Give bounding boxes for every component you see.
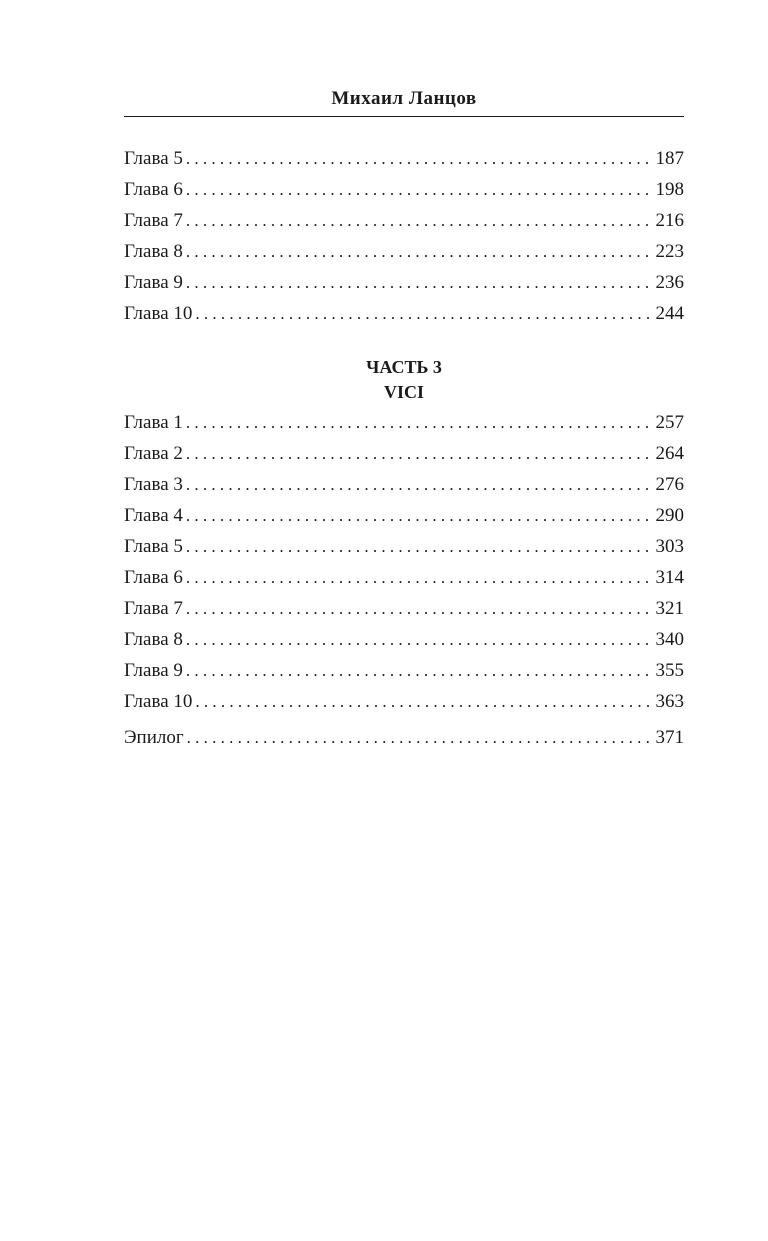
toc-entry[interactable]: [124, 500, 684, 531]
toc-entry-page: 321: [655, 598, 684, 619]
toc-entry-label: Глава 5: [124, 148, 183, 169]
toc-entry-label: Глава 7: [124, 210, 183, 231]
dot-leader: [186, 593, 654, 624]
toc-entry-page: 216: [655, 210, 684, 231]
toc-entry-page: 355: [655, 660, 684, 681]
dot-leader: [186, 205, 654, 236]
toc-epilogue: [124, 722, 684, 753]
dot-leader: [186, 438, 654, 469]
toc-entry-page: 371: [655, 727, 684, 748]
toc-entry[interactable]: [124, 205, 684, 236]
toc-entry-epilogue[interactable]: [124, 722, 684, 753]
toc-entry-label: Глава 8: [124, 241, 183, 262]
toc-entry-label: Глава 9: [124, 272, 183, 293]
toc-entry-label: Глава 3: [124, 474, 183, 495]
dot-leader: [186, 469, 654, 500]
dot-leader: [195, 298, 653, 329]
toc-entry-label: Глава 10: [124, 691, 193, 712]
part-heading: ЧАСТЬ 3: [366, 357, 442, 377]
toc-entry[interactable]: [124, 562, 684, 593]
toc-entry-label: Глава 5: [124, 536, 183, 557]
toc-entry-page: 290: [655, 505, 684, 526]
toc-entry-page: 363: [655, 691, 684, 712]
toc-entry-label: Глава 10: [124, 303, 193, 324]
part-subtitle: VICI: [383, 382, 424, 402]
toc-entry-page: 198: [655, 179, 684, 200]
toc-entry-page: 276: [655, 474, 684, 495]
dot-leader: [186, 267, 654, 298]
toc-entry-page: 340: [655, 629, 684, 650]
toc-entry[interactable]: [124, 469, 684, 500]
toc-entry[interactable]: [124, 143, 684, 174]
toc-entry-label: Глава 2: [124, 443, 183, 464]
toc-entry-page: 223: [655, 241, 684, 262]
dot-leader: [186, 143, 654, 174]
toc-entry-page: 187: [655, 148, 684, 169]
toc-entry-page: 314: [655, 567, 684, 588]
toc-entry[interactable]: [124, 236, 684, 267]
toc-entry[interactable]: [124, 655, 684, 686]
toc-entry-label: Эпилог: [124, 727, 184, 748]
running-head-author: Михаил Ланцов: [331, 88, 477, 109]
dot-leader: [186, 500, 654, 531]
dot-leader: [186, 236, 654, 267]
dot-leader: [186, 531, 654, 562]
toc-entry-page: 303: [655, 536, 684, 557]
toc-entry-page: 236: [655, 272, 684, 293]
toc-entry-label: Глава 9: [124, 660, 183, 681]
dot-leader: [186, 655, 654, 686]
dot-leader: [195, 686, 653, 717]
toc-part3: [124, 407, 684, 717]
toc-entry[interactable]: [124, 624, 684, 655]
dot-leader: [186, 624, 654, 655]
toc-entry-page: 244: [655, 303, 684, 324]
toc-entry-label: Глава 4: [124, 505, 183, 526]
toc-entry-page: 264: [655, 443, 684, 464]
toc-entry-label: Глава 6: [124, 179, 183, 200]
dot-leader: [187, 722, 654, 753]
toc-entry[interactable]: [124, 407, 684, 438]
toc-entry[interactable]: [124, 267, 684, 298]
toc-entry[interactable]: [124, 593, 684, 624]
header-rule: [124, 116, 684, 117]
toc-entry[interactable]: [124, 686, 684, 717]
dot-leader: [186, 174, 654, 205]
toc-entry-label: Глава 6: [124, 567, 183, 588]
toc-entry-label: Глава 7: [124, 598, 183, 619]
toc-part2-tail: [124, 143, 684, 329]
toc-entry[interactable]: [124, 531, 684, 562]
toc-entry-label: Глава 8: [124, 629, 183, 650]
dot-leader: [186, 407, 654, 438]
toc-entry[interactable]: [124, 298, 684, 329]
toc-entry[interactable]: [124, 438, 684, 469]
dot-leader: [186, 562, 654, 593]
toc-entry[interactable]: [124, 174, 684, 205]
toc-entry-page: 257: [655, 412, 684, 433]
toc-entry-label: Глава 1: [124, 412, 183, 433]
